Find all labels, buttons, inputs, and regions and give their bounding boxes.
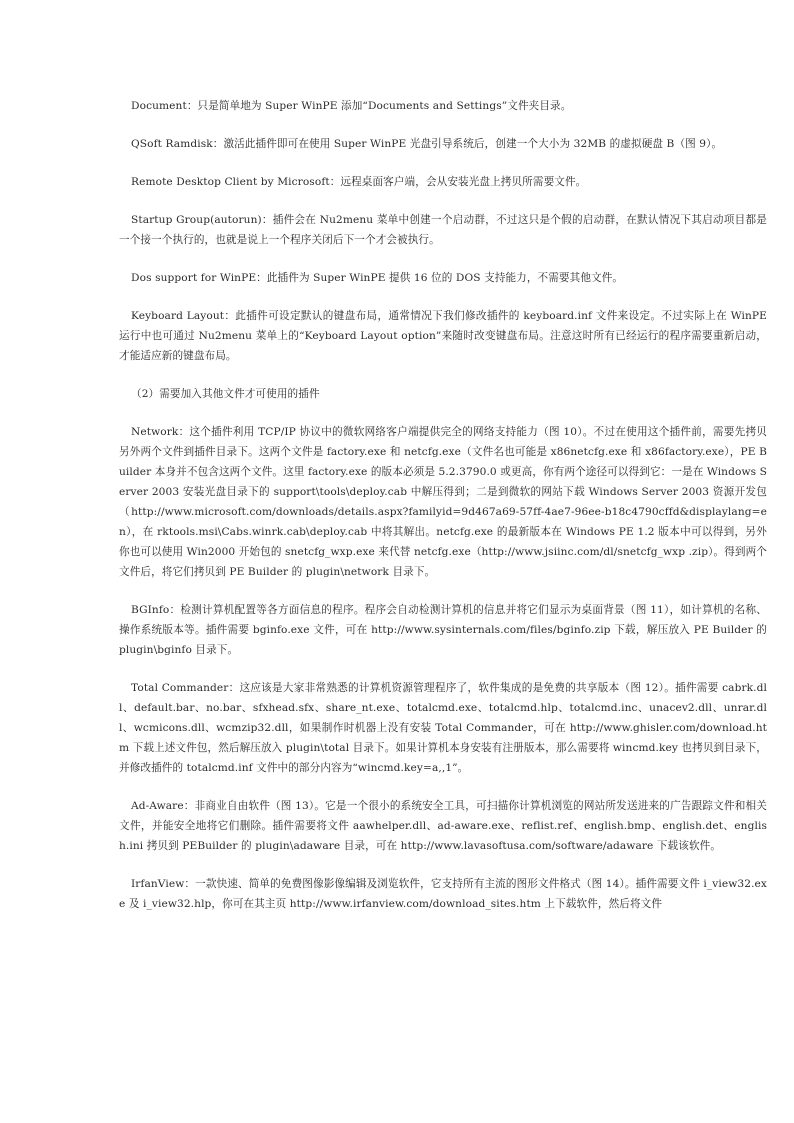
paragraph-dos-support: Dos support for WinPE：此插件为 Super WinPE 提供 16 位的 DOS 支持能力，不需要其他文件。 [131,272,624,284]
paragraph-startup-group: Startup Group(autorun)：插件会在 Nu2menu 菜单中创建一个启动群，不过这只是个假的启动群，在默认情况下其启动项目都是一个接一个执行的，也就是说上一个程序关闭后下一个才会被执行。 [119,214,767,246]
paragraph-irfanview: IrfanView：一款快速、简单的免费图像影像编辑及浏览软件，它支持所有主流的图形文件格式（图 14）。插件需要文件 i_view32.exe 及 i_view32.hlp，你可在其主页 http://www.irfanview.com/download_sites.htm 上下载软件，然后将文件 [119,878,767,910]
paragraph-remote-desktop: Remote Desktop Client by Microsoft：远程桌面客户端，会从安装光盘上拷贝所需要文件。 [131,176,587,188]
paragraph-network: Network：这个插件利用 TCP/IP 协议中的微软网络客户端提供完全的网络支持能力（图 10）。不过在使用这个插件前，需要先拷贝另外两个文件到插件目录下。这两个文件是 factory.exe 和 netcfg.exe（文件名也可能是 x86netcfg.exe 和 x86factory.exe），PE Builder 本身并不包含这两个文件。这里 factory.exe 的版本必须是 5.2.3790.0 或更高，你有两个途径可以得到它：一是在 Windows Server 2003 安装光盘目录下的 support\tools\deploy.cab 中解压得到；二是到微软的网站下载 Windows Server 2003 资源开发包（http://www.microsoft.com/downloads/details.aspx?familyid=9d467a69-57ff-4ae7-96ee-b18c4790cffd&displaylang=en），在 rktools.msi\Cabs.winrk.cab\deploy.cab 中将其解出。netcfg.exe 的最新版本在 Windows PE 1.2 版本中可以得到，另外你也可以使用 Win2000 开始包的 snetcfg_wxp.exe 来代替 netcfg.exe（http://www.jsiinc.com/dl/snetcfg_wxp .zip）。得到两个文件后，将它们拷贝到 PE Builder 的 plugin\network 目录下。 [119,426,767,578]
paragraph-qsoft-ramdisk: QSoft Ramdisk：激活此插件即可在使用 Super WinPE 光盘引导系统后，创建一个大小为 32MB 的虚拟硬盘 B（图 9）。 [131,138,723,150]
document-page [119,96,767,932]
paragraph-document: Document：只是简单地为 Super WinPE 添加“Documents and Settings”文件夹目录。 [131,100,572,112]
paragraph-total-commander: Total Commander：这应该是大家非常熟悉的计算机资源管理程序了，软件集成的是免费的共享版本（图 12）。插件需要 cabrk.dll、default.bar、no.bar、sfxhead.sfx、share_nt.exe、totalcmd.exe、totalcmd.hlp、totalcmd.inc、unacev2.dll、unrar.dll、wcmicons.dll、wcmzip32.dll，如果制作时机器上没有安装 Total Commander，可在 http://www.ghisler.com/download.htm 下载上述文件包，然后解压放入 plugin\total 目录下。如果计算机本身安装有注册版本，那么需要将 wincmd.key 也拷贝到目录下，并修改插件的 totalcmd.inf 文件中的部分内容为“wincmd.key=a,,1”。 [119,682,767,774]
paragraph-ad-aware: Ad-Aware：非商业自由软件（图 13）。它是一个很小的系统安全工具，可扫描你计算机浏览的网站所发送进来的广告跟踪文件和相关文件，并能安全地将它们删除。插件需要将文件 aawhelper.dll、ad-aware.exe、reflist.ref、english.bmp、english.det、english.ini 拷贝到 PEBuilder 的 plugin\adaware 目录，可在 http://www.lavasoftusa.com/software/adaware 下载该软件。 [119,800,767,852]
section-heading: （2）需要加入其他文件才可使用的插件 [131,388,320,400]
paragraph-keyboard-layout: Keyboard Layout：此插件可设定默认的键盘布局，通常情况下我们修改插件的 keyboard.inf 文件来设定。不过实际上在 WinPE 运行中也可通过 Nu2menu 菜单上的“Keyboard Layout option”来随时改变键盘布局。注意这时所有已经运行的程序需要重新启动，才能适应新的键盘布局。 [119,310,767,362]
paragraph-bginfo: BGInfo：检测计算机配置等各方面信息的程序。程序会自动检测计算机的信息并将它们显示为桌面背景（图 11），如计算机的名称、操作系统版本等。插件需要 bginfo.exe 文件，可在 http://www.sysinternals.com/files/bginfo.zip 下载，解压放入 PE Builder 的 plugin\bginfo 目录下。 [119,604,767,656]
